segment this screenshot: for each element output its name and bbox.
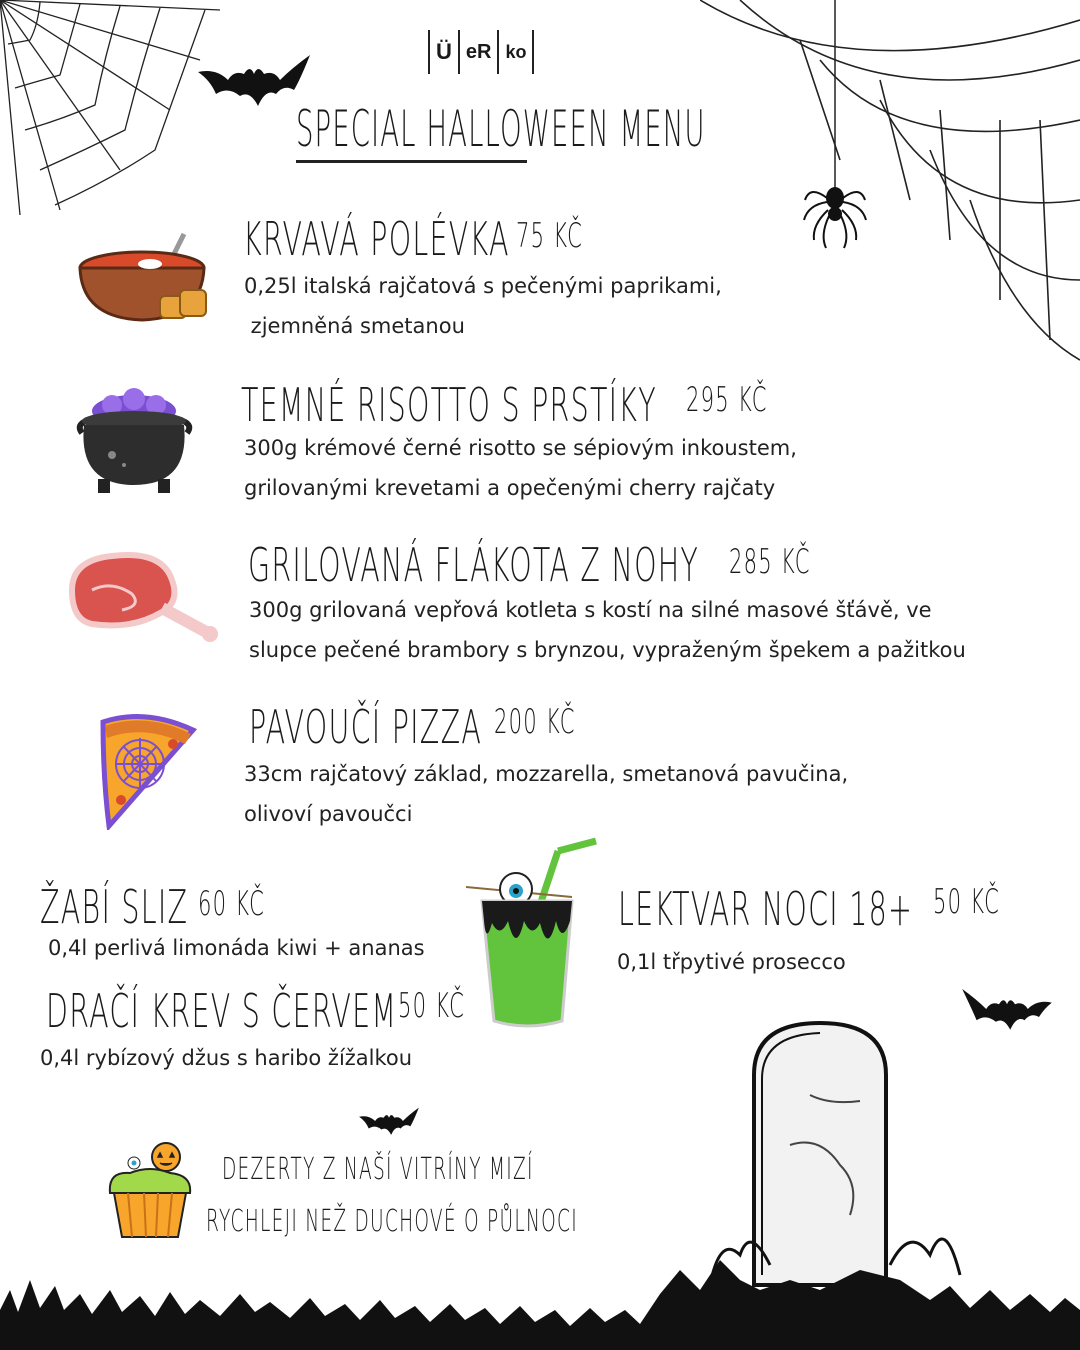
dish-name: GRILOVANÁ FLÁKOTA Z NOHY: [248, 538, 700, 592]
dish-desc: 300g krémové černé risotto se sépiovým inkoustem,: [244, 436, 797, 460]
dish-name: PAVOUČÍ PIZZA: [249, 700, 483, 754]
dish-desc: grilovanými krevetami a opečenými cherry rajčaty: [244, 476, 776, 500]
logo-part: eR: [465, 40, 492, 63]
bat-icon: [358, 1105, 420, 1137]
dish-desc: zjemněná smetanou: [244, 314, 465, 338]
footer-line: RYCHLEJI NEŽ DUCHOVÉ O PŮLNOCI: [206, 1204, 578, 1239]
drink-price: 50 KČ: [398, 986, 466, 1026]
dish-name: KRVAVÁ POLÉVKA: [243, 212, 510, 266]
drink-price: 60 KČ: [198, 884, 266, 924]
dish-desc: olivoví pavoučci: [244, 802, 413, 826]
dish-price: 285 KČ: [729, 542, 811, 582]
cobweb-top-right-icon: [700, 0, 1080, 370]
dish-desc: 33cm rajčatový základ, mozzarella, smetanová pavučina,: [244, 762, 849, 786]
drink-desc: 0,4l perlivá limonáda kiwi + ananas: [48, 936, 425, 960]
meat-steak-icon: [62, 550, 220, 645]
footer-line: DEZERTY Z NAŠÍ VITRÍNY MIZÍ: [222, 1152, 534, 1187]
dish-price: 295 KČ: [686, 380, 768, 420]
drink-name: LEKTVAR NOCI 18+: [618, 882, 914, 936]
drink-desc: 0,4l rybízový džus s haribo žížalkou: [40, 1046, 413, 1070]
cupcake-icon: [100, 1135, 200, 1245]
logo-part: Ü: [436, 39, 452, 64]
spider-icon: [800, 170, 870, 250]
soup-bowl-icon: [72, 228, 212, 328]
dish-price: 200 KČ: [494, 702, 576, 742]
grass-silhouette-icon: [0, 1250, 1080, 1350]
bat-icon: [198, 50, 310, 110]
dish-name: TEMNÉ RISOTTO S PRSTÍKY: [241, 378, 657, 432]
cauldron-icon: [72, 385, 197, 495]
brand-logo: [428, 30, 534, 74]
dish-desc: 300g grilovaná vepřová kotleta s kostí na silné masové šťávě, ve: [249, 598, 932, 622]
drink-desc: 0,1l třpytivé prosecco: [617, 950, 846, 974]
drink-price: 50 KČ: [933, 882, 1001, 922]
dish-desc: 0,25l italská rajčatová s pečenými paprikami,: [244, 274, 722, 298]
menu-title: SPECIAL HALLOWEEN MENU: [296, 100, 527, 163]
slime-drink-icon: [462, 835, 602, 1030]
menu-title-wrap: [296, 100, 716, 163]
cobweb-top-left-icon: [0, 0, 230, 220]
drink-name: DRAČÍ KREV S ČERVEM: [46, 984, 398, 1038]
pizza-slice-icon: [95, 708, 199, 830]
logo-part: ko: [505, 41, 527, 62]
drink-name: ŽABÍ SLIZ: [40, 880, 189, 934]
dish-desc: slupce pečené brambory s brynzou, vypraženým špekem a pažitkou: [249, 638, 966, 662]
dish-price: 75 KČ: [516, 216, 584, 256]
